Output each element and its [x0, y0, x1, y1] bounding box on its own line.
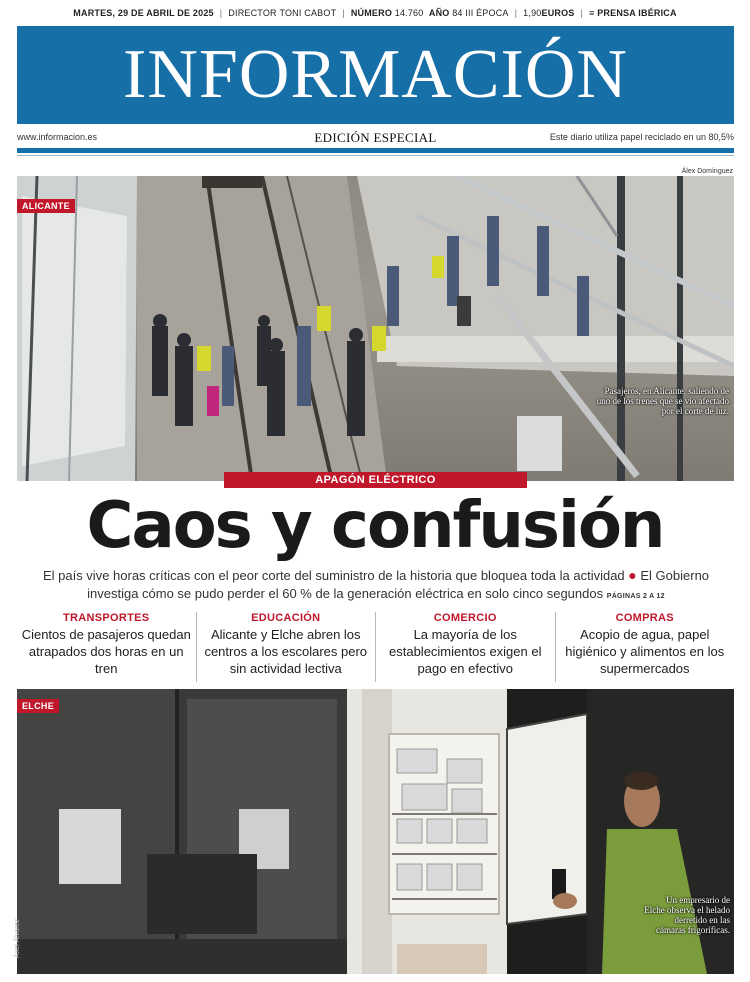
- main-headline: Caos y confusión: [86, 489, 664, 563]
- column-text: Acopio de agua, papel higiénico y alimentos en los supermercados: [565, 627, 725, 676]
- column-text: Cientos de pasajeros quedan atrapados dos horas en un tren: [21, 627, 191, 676]
- price-value: 1,90: [523, 8, 542, 18]
- photo-freezer-elche: [17, 689, 734, 974]
- year-value: 84 III ÉPOCA: [452, 8, 509, 18]
- photo-credit-bottom: Áxel Álvarez: [13, 919, 21, 958]
- column-educacion: [197, 612, 377, 682]
- deck-part-1: El país vive horas críticas con el peor corte del suministro de la historia que bloquea toda la actividad: [42, 568, 625, 583]
- divider: [17, 148, 734, 153]
- top-info-line: MARTES, 29 DE ABRIL DE 2025 | DIRECTOR TONI CABOT | NÚMERO 14.760 AÑO 84 III ÉPOCA | 1,90EUROS | ≡ PRENSA IBÉRICA: [73, 8, 677, 18]
- lead-deck: [20, 566, 732, 606]
- photo-caption-bottom: Un empresario de Elche observa el helado derretido en las cámaras frigoríficas.: [644, 895, 730, 935]
- number-label: NÚMERO: [350, 8, 393, 18]
- price-label: EUROS: [541, 8, 575, 18]
- page-reference: PÁGINAS 2 A 12: [606, 593, 665, 600]
- column-compras: [556, 612, 735, 682]
- column-label: COMPRAS: [615, 612, 674, 624]
- location-tag-alicante: ALICANTE: [17, 199, 75, 213]
- year-label: AÑO: [428, 8, 450, 18]
- column-text: La mayoría de los establecimientos exigen el pago en efectivo: [389, 627, 542, 676]
- column-label: EDUCACIÓN: [251, 612, 321, 624]
- summary-columns: [17, 612, 734, 682]
- director-name: TONI CABOT: [279, 8, 337, 18]
- edition-label: EDICIÓN ESPECIAL: [314, 130, 437, 145]
- column-comercio: [376, 612, 556, 682]
- bullet-icon: ●: [628, 567, 637, 583]
- column-transportes: [17, 612, 197, 682]
- masthead: [17, 26, 734, 124]
- deck-part-2: El Gobierno investiga cómo se pudo perder el 60 % de la generación eléctrica en solo cinco segundos: [87, 568, 710, 601]
- column-label: COMERCIO: [433, 612, 497, 624]
- recycled-note: Este diario utiliza papel reciclado en un 80,5%: [549, 132, 734, 142]
- edition-line: [17, 130, 734, 146]
- photo-caption-top: Pasajeros, en Alicante, saliendo de uno de los trenes que se vio afectado por el corte de luz.: [596, 386, 729, 416]
- website: www.informacion.es: [17, 132, 98, 142]
- divider-thin: [17, 155, 734, 156]
- group-logo-icon: ≡: [589, 8, 595, 18]
- column-label: TRANSPORTES: [63, 612, 150, 624]
- freezer-scene-illustration: [17, 689, 734, 974]
- kicker-apagon: APAGÓN ELÉCTRICO: [224, 472, 527, 488]
- director-label: DIRECTOR: [228, 8, 277, 18]
- group-name: PRENSA IBÉRICA: [597, 8, 677, 18]
- location-tag-elche: ELCHE: [17, 699, 59, 713]
- issue-date: MARTES, 29 DE ABRIL DE 2025: [73, 8, 214, 18]
- newspaper-title: INFORMACIÓN: [123, 36, 628, 113]
- column-text: Alicante y Elche abren los centros a los escolares pero sin actividad lectiva: [204, 627, 368, 676]
- number-value: 14.760: [394, 8, 424, 18]
- photo-train-passengers: [17, 176, 734, 481]
- photo-credit-top: Álex Domínguez: [681, 168, 733, 175]
- train-scene-illustration: [17, 176, 734, 481]
